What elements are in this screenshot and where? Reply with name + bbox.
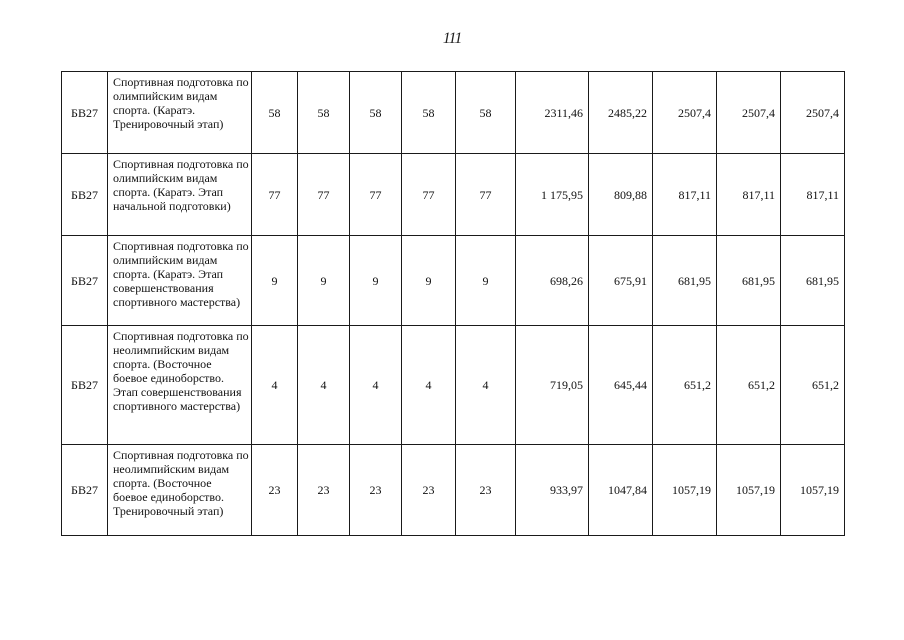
page-number: 111 (442, 30, 462, 47)
count-cell: 23 (456, 445, 516, 536)
row-description: Спортивная подготовка по олимпийским видам спорта. (Каратэ. Этап совершенствования спортивного мастерства) (108, 236, 252, 326)
count-cell: 9 (350, 236, 402, 326)
count-cell: 58 (402, 72, 456, 154)
count-cell: 9 (456, 236, 516, 326)
value-cell: 651,2 (653, 326, 717, 445)
value-cell: 2507,4 (653, 72, 717, 154)
value-cell: 2311,46 (516, 72, 589, 154)
row-description: Спортивная подготовка по олимпийским видам спорта. (Каратэ. Тренировочный этап) (108, 72, 252, 154)
count-cell: 58 (252, 72, 298, 154)
row-code: БВ27 (62, 236, 108, 326)
value-cell: 645,44 (589, 326, 653, 445)
value-cell: 2507,4 (717, 72, 781, 154)
count-cell: 77 (252, 154, 298, 236)
value-cell: 681,95 (717, 236, 781, 326)
value-cell: 651,2 (717, 326, 781, 445)
services-table (61, 71, 845, 536)
value-cell: 2485,22 (589, 72, 653, 154)
count-cell: 77 (402, 154, 456, 236)
value-cell: 681,95 (653, 236, 717, 326)
row-description: Спортивная подготовка по неолимпийским видам спорта. (Восточное боевое единоборство. Тренировочный этап) (108, 445, 252, 536)
value-cell: 1057,19 (781, 445, 845, 536)
value-cell: 1 175,95 (516, 154, 589, 236)
table-row (62, 154, 845, 236)
count-cell: 58 (298, 72, 350, 154)
count-cell: 23 (252, 445, 298, 536)
value-cell: 2507,4 (781, 72, 845, 154)
row-code: БВ27 (62, 445, 108, 536)
value-cell: 681,95 (781, 236, 845, 326)
count-cell: 77 (350, 154, 402, 236)
value-cell: 1057,19 (653, 445, 717, 536)
count-cell: 4 (252, 326, 298, 445)
value-cell: 1057,19 (717, 445, 781, 536)
value-cell: 719,05 (516, 326, 589, 445)
count-cell: 23 (298, 445, 350, 536)
count-cell: 77 (456, 154, 516, 236)
value-cell: 675,91 (589, 236, 653, 326)
count-cell: 23 (402, 445, 456, 536)
count-cell: 9 (298, 236, 350, 326)
count-cell: 23 (350, 445, 402, 536)
row-code: БВ27 (62, 154, 108, 236)
count-cell: 4 (298, 326, 350, 445)
value-cell: 809,88 (589, 154, 653, 236)
table-row (62, 236, 845, 326)
count-cell: 4 (402, 326, 456, 445)
count-cell: 9 (252, 236, 298, 326)
count-cell: 58 (456, 72, 516, 154)
table-row (62, 72, 845, 154)
value-cell: 698,26 (516, 236, 589, 326)
value-cell: 651,2 (781, 326, 845, 445)
count-cell: 4 (350, 326, 402, 445)
value-cell: 1047,84 (589, 445, 653, 536)
count-cell: 4 (456, 326, 516, 445)
count-cell: 9 (402, 236, 456, 326)
count-cell: 77 (298, 154, 350, 236)
row-code: БВ27 (62, 326, 108, 445)
row-description: Спортивная подготовка по олимпийским видам спорта. (Каратэ. Этап начальной подготовки) (108, 154, 252, 236)
value-cell: 817,11 (717, 154, 781, 236)
value-cell: 933,97 (516, 445, 589, 536)
value-cell: 817,11 (781, 154, 845, 236)
row-description: Спортивная подготовка по неолимпийским видам спорта. (Восточное боевое единоборство. Этап совершенствования спортивного мастерства) (108, 326, 252, 445)
table-row (62, 445, 845, 536)
count-cell: 58 (350, 72, 402, 154)
table-row (62, 326, 845, 445)
row-code: БВ27 (62, 72, 108, 154)
value-cell: 817,11 (653, 154, 717, 236)
